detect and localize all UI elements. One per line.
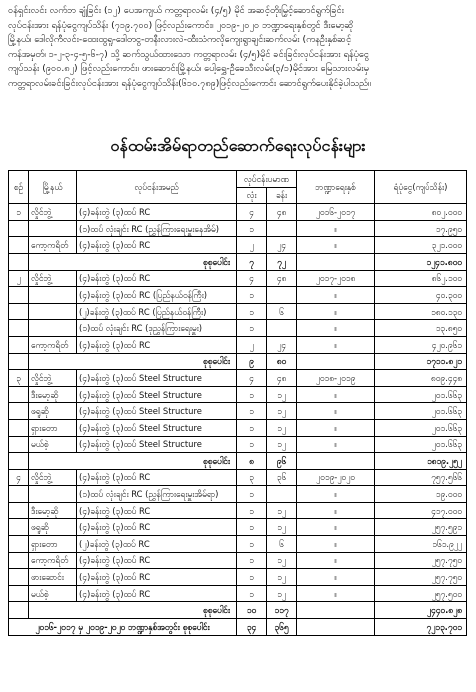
cell-fiscal-year: ။ <box>297 237 375 254</box>
cell-budget: ၂၀၁.၆၆၃ <box>375 386 467 403</box>
cell-rooms <box>267 486 297 503</box>
cell-work: (၄)ခန်းတွဲ (၃)ထပ် Steel Structure <box>77 386 237 403</box>
cell-fiscal-year: ။ <box>297 336 375 353</box>
table-row <box>9 386 467 403</box>
cell-fiscal-year <box>297 619 375 636</box>
cell-fiscal-year: ၂၀၁၉-၂၀၂၀ <box>297 469 375 486</box>
table-row <box>9 287 467 304</box>
cell-budget: ၁၇.၉၅၀ <box>375 220 467 237</box>
cell-no <box>9 220 29 237</box>
cell-work: (၄)ခန်းတွဲ (၃)ထပ် RC <box>77 237 237 254</box>
table-row <box>9 519 467 536</box>
cell-buildings: ၁ <box>237 519 267 536</box>
cell-budget: ၂၅၇.၇၅၀ <box>375 569 467 586</box>
cell-no <box>9 237 29 254</box>
cell-no: ၄ <box>9 469 29 486</box>
cell-budget: ၁၃.၈၅၀ <box>375 320 467 337</box>
cell-township: မယ်စဲ့ <box>29 585 77 602</box>
cell-no <box>9 353 29 370</box>
subtotal-label: စုစုပေါင်း <box>29 253 237 270</box>
intro-line: ကန်အမှတ်၊ ၁-၂-၃-၄-၅-၆-၇) သို့ ဆက်သွယ်ထားသော ကတ္တရာလမ်း (၄/၅)မိုင် ခင်းခြင်းလုပ်ငန်းအား ရန်ပုံငွေ <box>8 48 369 60</box>
cell-buildings: ၁ <box>237 303 267 320</box>
cell-fiscal-year: ။ <box>297 220 375 237</box>
cell-rooms: ၁၂ <box>267 419 297 436</box>
cell-buildings: ၁ <box>237 220 267 237</box>
cell-buildings: ၁ <box>237 486 267 503</box>
intro-line: ဝန်ရှင်းလင်း လက်ဘ ချုံခြင်း (၁၂) ပေအကျယ် ကတ္တရာလမ်း (၄/၅) မိုင် အဆင့်တိုးမြှင့်ဆောင်ရွက်ခြင်း <box>8 5 344 16</box>
intro-line: ကျပ်သန်း (၉၀၀.၈၂) ဖြင့်လည်းကောင်း၊ ဖားဆောင်းမြို့နယ်၊ ပေါ့ရွှေ-ဦခေသီးလမ်း(၃/၁)မိုင်အား မြေသားလမ်းမှ <box>8 63 369 75</box>
cell-buildings: ၁ <box>237 552 267 569</box>
cell-buildings: ၄ <box>237 370 267 387</box>
grand-total-label: ၂၀၁၆-၂၀၁၇ မှ ၂၀၁၉-၂၀၂၀ ဘဏ္ဍာနှစ်အတွင်း စုစုပေါင်း <box>9 619 237 636</box>
cell-budget: ၈၀၉.၄၄၈ <box>375 370 467 387</box>
grand-total-rooms: ၃၆၅ <box>267 619 297 636</box>
cell-budget: ၂၀၁.၆၆၃ <box>375 419 467 436</box>
cell-buildings: ၁ <box>237 320 267 337</box>
cell-no <box>9 336 29 353</box>
subtotal-buildings: ၉ <box>237 353 267 370</box>
cell-no <box>9 386 29 403</box>
cell-fiscal-year: ၂၀၁၇-၂၀၁၈ <box>297 270 375 287</box>
header-buildings: လုံး <box>237 187 267 204</box>
cell-work: (၄)ခန်းတွဲ (၃)ထပ် Steel Structure <box>77 370 237 387</box>
table-row <box>9 502 467 519</box>
cell-buildings: ၁ <box>237 536 267 553</box>
cell-work: (၁)ထပ် လုံးချင်း RC (ညွှန်ကြားရေးမှူးနေအိမ်) <box>77 220 237 237</box>
cell-township: မယ်စဲ့ <box>29 436 77 453</box>
cell-fiscal-year: ။ <box>297 386 375 403</box>
cell-fiscal-year: ။ <box>297 502 375 519</box>
table-row <box>9 569 467 586</box>
table-row <box>9 370 467 387</box>
section-title: ဝန်ထမ်းအိမ်ရာတည်ဆောက်ရေးလုပ်ငန်းများ <box>110 136 366 155</box>
cell-buildings: ၁ <box>237 585 267 602</box>
table-row <box>9 204 467 221</box>
cell-township <box>29 287 77 304</box>
cell-fiscal-year: ။ <box>297 585 375 602</box>
table-row <box>9 469 467 486</box>
cell-budget: ၁၈၀.၁၃၀ <box>375 303 467 320</box>
cell-fiscal-year: ။ <box>297 519 375 536</box>
cell-work: (၄)ခန်းတွဲ (၃)ထပ် RC <box>77 519 237 536</box>
subtotal-row <box>9 253 467 270</box>
cell-no <box>9 287 29 304</box>
cell-no <box>9 602 29 619</box>
cell-no: ၂ <box>9 270 29 287</box>
cell-fiscal-year: ။ <box>297 419 375 436</box>
cell-buildings: ၁ <box>237 502 267 519</box>
cell-no: ၁ <box>9 204 29 221</box>
cell-rooms <box>267 220 297 237</box>
subtotal-budget: ၁၂၄၁.၈၀၀ <box>375 253 467 270</box>
housing-projects-table <box>8 170 467 636</box>
intro-line: ကတ္တရာလမ်းခင်းခြင်းလုပ်ငန်းအား ရန်ပုံငွေကျပ်သိန်း(၆၁၀.၇၈၉)ဖြင့်လည်းကောင်း ဆောင်ရွက်ပေးနိုင်ခဲ့ပါသည်။ <box>8 77 371 89</box>
cell-buildings: ၁ <box>237 403 267 420</box>
cell-buildings: ၁ <box>237 419 267 436</box>
cell-township: လှိုင်ဘွဲ့ <box>29 370 77 387</box>
header-rooms: ခန်း <box>267 187 297 204</box>
cell-buildings: ၂ <box>237 237 267 254</box>
cell-no <box>9 486 29 503</box>
cell-rooms: ၄၈ <box>267 370 297 387</box>
cell-budget: ၈၆၂.၁၀၀ <box>375 270 467 287</box>
table-header <box>9 171 467 204</box>
cell-no <box>9 253 29 270</box>
cell-budget: ၂၅၇.၅၉၁ <box>375 519 467 536</box>
grand-total-budget: ၇၂၁၃.၇၀၁ <box>375 619 467 636</box>
cell-work: (၄)ခန်းတွဲ (၃)ထပ် RC (ပြည်နယ်ဝန်ကြီး) <box>77 287 237 304</box>
cell-budget: ၃၂၁.၀၀၀ <box>375 237 467 254</box>
table-row <box>9 419 467 436</box>
subtotal-budget: ၁၈၁၉.၂၅၂ <box>375 453 467 470</box>
cell-work: (၁)ထပ် လုံးချင်း RC (ညွှန်ကြားရေးမှူးအိမ်ရာ) <box>77 486 237 503</box>
table-row <box>9 320 467 337</box>
cell-fiscal-year <box>297 453 375 470</box>
cell-rooms: ၆ <box>267 536 297 553</box>
cell-work: (၄)ခန်းတွဲ (၃)ထပ် RC <box>77 204 237 221</box>
cell-budget: ၂၅၇.၇၅၀ <box>375 552 467 569</box>
subtotal-label: စုစုပေါင်း <box>29 453 237 470</box>
table-row <box>9 536 467 553</box>
cell-work: (၂)ခန်းတွဲ (၃)ထပ် RC (ပြည်နယ်ဝန်ကြီး) <box>77 303 237 320</box>
cell-township: ကော့ကရိတ် <box>29 336 77 353</box>
header-township: မြို့နယ် <box>29 171 77 204</box>
cell-work: (၄)ခန်းတွဲ (၃)ထပ် RC <box>77 270 237 287</box>
subtotal-row <box>9 353 467 370</box>
cell-no <box>9 536 29 553</box>
cell-no <box>9 585 29 602</box>
cell-fiscal-year: ။ <box>297 287 375 304</box>
intro-line: မြို့နယ်၊ ဒေါလိုကီလင်း-ထေးထွရူ-ဒေါတငွ-တနီးလားလဲ-ထီးသံကလိုကျေးရွာချင်းဆက်လမ်း (ကနဦးနှစ်ဆင့် <box>8 34 352 46</box>
cell-fiscal-year: ။ <box>297 536 375 553</box>
cell-rooms: ၂၄ <box>267 237 297 254</box>
cell-buildings: ၁ <box>237 386 267 403</box>
cell-township <box>29 320 77 337</box>
cell-buildings: ၁ <box>237 569 267 586</box>
cell-rooms: ၄၈ <box>267 204 297 221</box>
subtotal-buildings: ၇ <box>237 253 267 270</box>
cell-no <box>9 320 29 337</box>
cell-fiscal-year: ။ <box>297 569 375 586</box>
cell-buildings: ၂ <box>237 336 267 353</box>
cell-rooms <box>267 287 297 304</box>
cell-budget: ၁၉.၀၀၀ <box>375 486 467 503</box>
cell-work: (၂)ခန်းတွဲ (၃)ထပ် RC <box>77 536 237 553</box>
table-body <box>9 204 467 635</box>
intro-paragraph <box>8 4 468 122</box>
cell-no: ၃ <box>9 370 29 387</box>
cell-no <box>9 502 29 519</box>
header-no: စဉ် <box>9 171 29 204</box>
header-work-qty: လုပ်ငန်းပမာဏ <box>237 171 297 188</box>
subtotal-budget: ၂၄၄၀.၈၂၈ <box>375 602 467 619</box>
cell-work: (၄)ခန်းတွဲ (၃)ထပ် RC <box>77 336 237 353</box>
cell-township: ရှားတော <box>29 419 77 436</box>
cell-buildings: ၄ <box>237 204 267 221</box>
cell-buildings: ၁ <box>237 436 267 453</box>
table-row <box>9 237 467 254</box>
cell-township: လှိုင်ဘွဲ့ <box>29 469 77 486</box>
cell-no <box>9 519 29 536</box>
cell-work: (၄)ခန်းတွဲ (၃)ထပ် RC <box>77 469 237 486</box>
cell-no <box>9 453 29 470</box>
cell-rooms: ၄၈ <box>267 270 297 287</box>
cell-no <box>9 569 29 586</box>
cell-fiscal-year: ၂၀၁၆-၂၀၁၇ <box>297 204 375 221</box>
cell-budget: ၄၀.၃၀၀ <box>375 287 467 304</box>
cell-rooms <box>267 320 297 337</box>
cell-rooms: ၁၂ <box>267 386 297 403</box>
subtotal-row <box>9 602 467 619</box>
cell-township: ဖားဆောင်း <box>29 569 77 586</box>
table-row <box>9 486 467 503</box>
cell-budget: ၁၆၁.၉၂၂ <box>375 536 467 553</box>
cell-budget: ၄၂၀.၉၆၁ <box>375 336 467 353</box>
cell-fiscal-year: ။ <box>297 486 375 503</box>
cell-fiscal-year <box>297 353 375 370</box>
subtotal-rooms: ၇၂ <box>267 253 297 270</box>
header-fiscal-year: ဘဏ္ဍာရေးနှစ် <box>297 171 375 204</box>
cell-buildings: ၁ <box>237 287 267 304</box>
table-row <box>9 220 467 237</box>
cell-rooms: ၆ <box>267 303 297 320</box>
cell-work: (၁)ထပ် လုံးချင်း RC (ဒုညွှန်ကြားရေးမှူး) <box>77 320 237 337</box>
cell-no <box>9 436 29 453</box>
subtotal-row <box>9 453 467 470</box>
cell-township: ကော့ကရိတ် <box>29 237 77 254</box>
cell-work: (၄)ခန်းတွဲ (၃)ထပ် Steel Structure <box>77 403 237 420</box>
cell-rooms: ၁၂ <box>267 552 297 569</box>
subtotal-budget: ၁၇၁၁.၈၂၁ <box>375 353 467 370</box>
cell-township: ရှားတော <box>29 536 77 553</box>
intro-line: လုပ်ငန်းအား ရန်ပုံငွေကျပ်သိန်း (၇၁၉.၇၀၀) ဖြင့်လည်းကောင်း၊ ၂၀၁၉-၂၀၂၀ ဘဏ္ဍာရေးနှစ်တွင် ဒီးမော့ဆို <box>8 19 354 31</box>
table-row <box>9 436 467 453</box>
cell-fiscal-year: ၂၀၁၈-၂၀၁၉ <box>297 370 375 387</box>
cell-work: (၄)ခန်းတွဲ (၃)ထပ် Steel Structure <box>77 436 237 453</box>
cell-no <box>9 403 29 420</box>
cell-township <box>29 303 77 320</box>
cell-township: ဒီးမော့ဆို <box>29 502 77 519</box>
cell-township: ဖရူဆို <box>29 403 77 420</box>
grand-total-row <box>9 619 467 636</box>
cell-buildings: ၄ <box>237 270 267 287</box>
cell-work: (၄)ခန်းတွဲ (၃)ထပ် RC <box>77 552 237 569</box>
cell-buildings: ၃ <box>237 469 267 486</box>
cell-budget: ၇၅၇.၅၆၆ <box>375 469 467 486</box>
table-row <box>9 270 467 287</box>
cell-budget: ၂၅၇.၅၀၀ <box>375 585 467 602</box>
cell-rooms: ၃၆ <box>267 469 297 486</box>
cell-township: လှိုင်ဘွဲ့ <box>29 270 77 287</box>
cell-township: ဖရူဆို <box>29 519 77 536</box>
cell-work: (၄)ခန်းတွဲ (၃)ထပ် RC <box>77 585 237 602</box>
cell-rooms: ၂၄ <box>267 336 297 353</box>
subtotal-label: စုစုပေါင်း <box>29 602 237 619</box>
subtotal-label: စုစုပေါင်း <box>29 353 237 370</box>
cell-budget: ၈၀၂.၀၀၀ <box>375 204 467 221</box>
subtotal-rooms: ၁၁၇ <box>267 602 297 619</box>
subtotal-buildings: ၁၀ <box>237 602 267 619</box>
cell-rooms: ၁၂ <box>267 436 297 453</box>
subtotal-buildings: ၈ <box>237 453 267 470</box>
table-row <box>9 303 467 320</box>
cell-rooms: ၁၂ <box>267 502 297 519</box>
table-row <box>9 403 467 420</box>
cell-budget: ၄၁၇.၀၀၀ <box>375 502 467 519</box>
cell-rooms: ၁၂ <box>267 403 297 420</box>
table-row <box>9 585 467 602</box>
cell-no <box>9 419 29 436</box>
table-row <box>9 336 467 353</box>
cell-township: လှိုင်ဘွဲ့ <box>29 204 77 221</box>
cell-work: (၄)ခန်းတွဲ (၃)ထပ် Steel Structure <box>77 419 237 436</box>
cell-no <box>9 303 29 320</box>
cell-township <box>29 486 77 503</box>
subtotal-rooms: ၈၀ <box>267 353 297 370</box>
cell-township: ဒီးမော့ဆို <box>29 386 77 403</box>
cell-township: ကော့ကရိတ် <box>29 552 77 569</box>
cell-township <box>29 220 77 237</box>
grand-total-buildings: ၃၄ <box>237 619 267 636</box>
cell-fiscal-year <box>297 253 375 270</box>
header-work: လုပ်ငန်းအမည် <box>77 171 237 204</box>
cell-work: (၄)ခန်းတွဲ (၃)ထပ် RC <box>77 569 237 586</box>
cell-no <box>9 552 29 569</box>
cell-fiscal-year: ။ <box>297 320 375 337</box>
cell-fiscal-year: ။ <box>297 403 375 420</box>
cell-fiscal-year <box>297 602 375 619</box>
cell-fiscal-year: ။ <box>297 552 375 569</box>
subtotal-rooms: ၉၆ <box>267 453 297 470</box>
cell-rooms: ၁၂ <box>267 585 297 602</box>
cell-rooms: ၁၂ <box>267 569 297 586</box>
cell-budget: ၂၀၁.၆၆၃ <box>375 403 467 420</box>
cell-work: (၄)ခန်းတွဲ (၃)ထပ် RC <box>77 502 237 519</box>
cell-rooms: ၁၂ <box>267 519 297 536</box>
cell-budget: ၂၀၁.၆၆၃ <box>375 436 467 453</box>
cell-fiscal-year: ။ <box>297 436 375 453</box>
header-budget: ရံပုံငွေ(ကျပ်သိန်း) <box>375 171 467 204</box>
cell-fiscal-year: ။ <box>297 303 375 320</box>
table-row <box>9 552 467 569</box>
